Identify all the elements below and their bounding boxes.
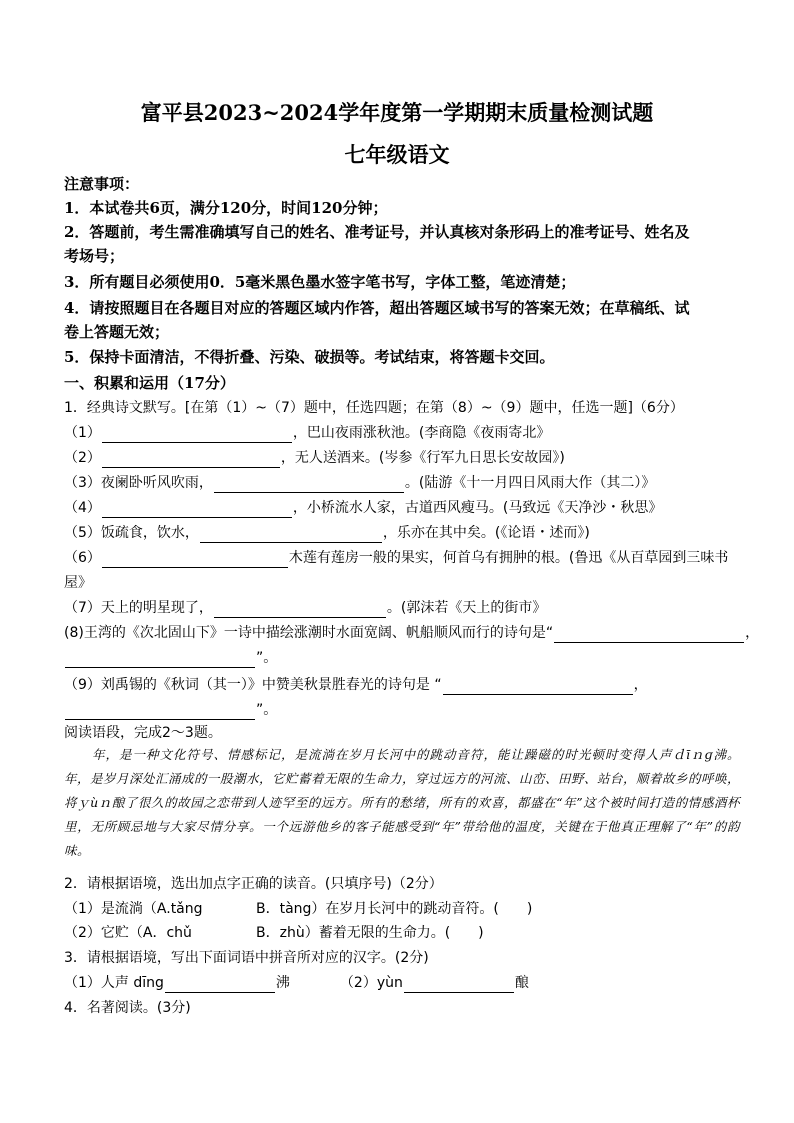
exam-subtitle: 七年级语文: [344, 142, 450, 167]
q1-item-9: （9）刘禹锡的《秋词（其一）》中赞美秋景胜春光的诗句是 “ ，: [64, 677, 648, 693]
question-1-stem: 1．经典诗文默写。[在第（1）~（7）题中，任选四题；在第（8）~（9）题中，任选一题]（6分）: [64, 400, 684, 416]
answer-blank[interactable]: [102, 451, 280, 468]
notice-item: 2．答题前，考生需准确填写自己的姓名、准考证号，并认真核对条形码上的准考证号、姓名及: [64, 223, 690, 241]
answer-blank[interactable]: [102, 426, 292, 443]
notice-heading: 注意事项：: [64, 175, 140, 193]
q1-item-8-wrap: ”。: [64, 648, 744, 668]
q2-item-1: （1）是流淌（A.tǎng B．tàng）在岁月长河中的跳动音符。( ): [64, 901, 533, 917]
question-3-stem: 3．请根据语境，写出下面词语中拼音所对应的汉字。(2分): [64, 950, 429, 966]
notice-item: 考场号；: [64, 247, 125, 265]
q1-item-6: （6） 木莲有莲房一般的果实，何首乌有拥肿的根。(鲁迅《从百草园到三味书: [64, 550, 729, 566]
q1-item-3: （3）夜阑卧听风吹雨， 。(陆游《十一月四日风雨大作（其二）》: [64, 475, 656, 491]
reading-passage: 年，是一种文化符号、情感标记，是流淌在岁月长河中的跳动音符，能让躁磁的时光顿时变得人声ｄīｎɡ沸。年，是岁月深处汇涌成的一股潮水，它贮蓄着无限的生命力，穿过远方的河流、山峦、田野、站台，顺着故乡的呼唤，将ｙùｎ酿了很久的故园之恋带到人迹罕至的远方。所有的愁绪，所有的欢喜，都盛在“年”这个被时间打造的情感酒杯里，无所顾忌地与大家尽情分享。一个远游他乡的客子能感受到“年”带给他的温度，关键在于他真正理解了“年”的韵味。: [64, 747, 741, 858]
q1-item-9-wrap: ”。: [64, 700, 744, 720]
answer-blank[interactable]: [554, 626, 744, 643]
q1-item-5: （5）饭疏食，饮水， ，乐亦在其中矣。(《论语・述而》): [64, 525, 590, 541]
notice-item: 4．请按照题目在各题目对应的答题区域内作答，超出答题区域书写的答案无效；在草稿纸、试: [64, 299, 690, 317]
q3-items: （1）人声 dīng 沸 （2）yùn 酿: [64, 975, 529, 991]
answer-blank[interactable]: [214, 601, 386, 618]
section-heading: 一、积累和运用（17分）: [64, 374, 235, 392]
answer-blank[interactable]: [102, 501, 292, 518]
q1-item-2: （2） ，无人送酒来。(岑参《行军九日思长安故园》): [64, 450, 565, 466]
answer-blank[interactable]: [65, 703, 255, 720]
exam-title: 富平县2023~2024学年度第一学期期末质量检测试题: [140, 100, 654, 125]
answer-blank[interactable]: [102, 551, 288, 568]
q1-item-1: （1） ，巴山夜雨涨秋池。(李商隐《夜雨寄北》: [64, 425, 551, 441]
answer-blank[interactable]: [165, 976, 275, 993]
q1-item-6-wrap: 屋》: [64, 575, 92, 591]
q1-item-8: (8)王湾的《次北固山下》一诗中描绘涨潮时水面宽阔、帆船顺风而行的诗句是“ ，: [64, 625, 760, 641]
notice-item: 3．所有题目必须使用0．5毫米黑色墨水签字笔书写，字体工整，笔迹清楚；: [64, 273, 576, 291]
question-2-stem: 2．请根据语境，选出加点字正确的读音。(只填序号)（2分）: [64, 876, 443, 892]
reading-intro: 阅读语段，完成2～3题。: [64, 725, 222, 741]
notice-item: 卷上答题无效；: [64, 323, 170, 341]
answer-blank[interactable]: [65, 651, 255, 668]
q2-item-2: （2）它贮（A．chǔ B．zhù）蓄着无限的生命力。( ): [64, 925, 484, 941]
question-4-stem: 4．名著阅读。(3分): [64, 1000, 191, 1016]
answer-blank[interactable]: [214, 476, 404, 493]
notice-item: 5．保持卡面清洁，不得折叠、污染、破损等。考试结束，将答题卡交回。: [64, 348, 555, 366]
answer-blank[interactable]: [200, 526, 382, 543]
answer-blank[interactable]: [443, 678, 633, 695]
q1-item-7: （7）天上的明星现了， 。(郭沫若《天上的街市》: [64, 600, 547, 616]
notice-item: 1．本试卷共6页，满分120分，时间120分钟；: [64, 199, 388, 217]
q1-item-4: （4） ，小桥流水人家，古道西风瘦马。(马致远《天净沙・秋思》: [64, 500, 663, 516]
answer-blank[interactable]: [404, 976, 514, 993]
